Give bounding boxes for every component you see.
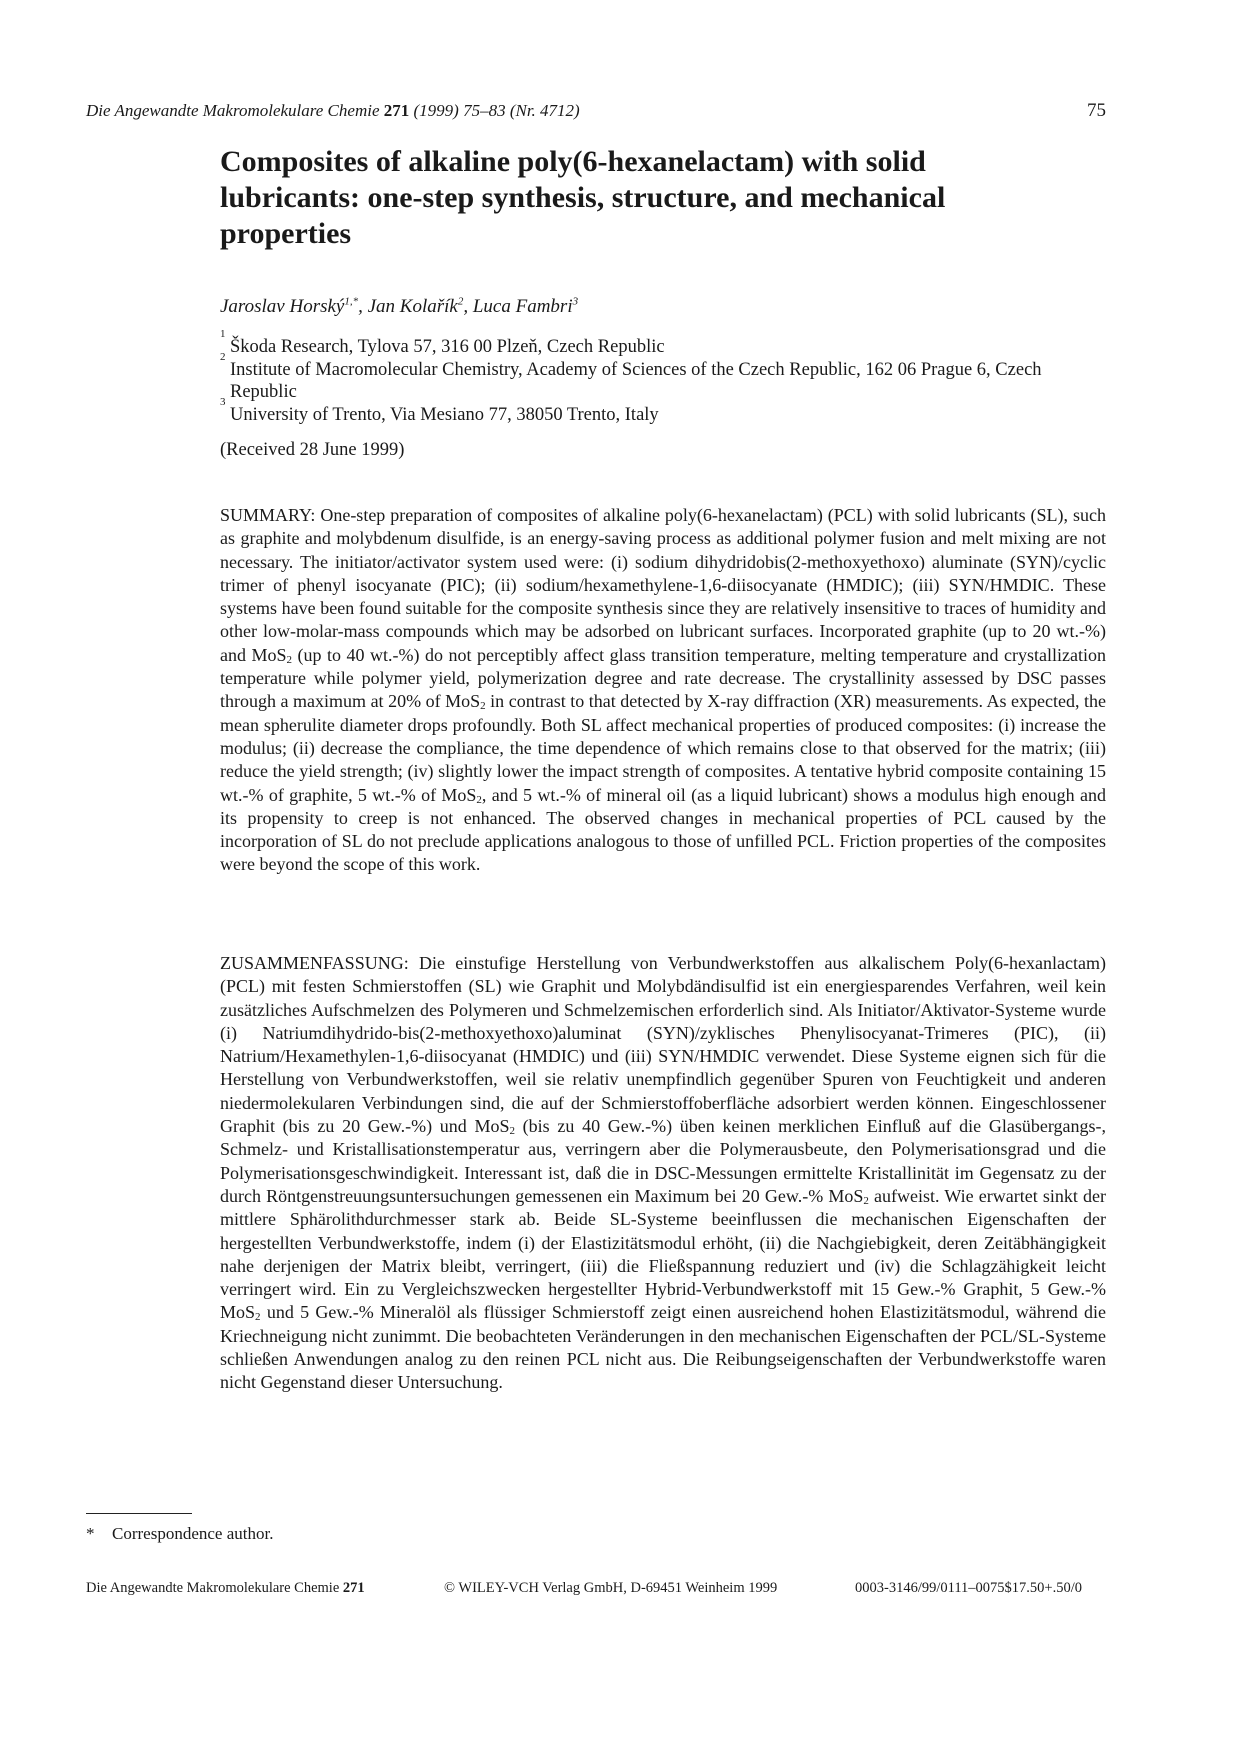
author-affiliation-mark: 3 <box>572 295 579 308</box>
footer-publisher: © WILEY-VCH Verlag GmbH, D-69451 Weinheim 1999 <box>444 1580 778 1596</box>
summary-text: SUMMARY: One-step preparation of composites of alkaline poly(6-hexanelactam) (PCL) with solid lubricants (SL), such as graphite and molybdenum disulfide, is an energy-saving process as additional polymer fusion and melt mixing are not necessary. The initiator/activator system used were: (i) sodium dihydridobis(2-methoxyethoxo) aluminate (SYN)/cyclic trimer of phenyl isocyanate (PIC); (ii) sodium/hexamethylene-1,6-diisocyanate (HMDIC); (iii) SYN/HMDIC. These systems have been found suitable for the composite synthesis since they are relatively insensitive to traces of humidity and other low-molar-mass compounds which may be adsorbed on lubricant surfaces. Incorporated graphite (up to 20 wt.-%) and MoS <box>220 505 1106 665</box>
subscript: 2 <box>509 1125 515 1138</box>
zusammenfassung-text: ZUSAMMENFASSUNG: Die einstufige Herstellung von Verbundwerkstoffen aus alkalischem Poly(6-hexanlactam) (PCL) mit festen Schmierstoffen (SL) wie Graphit und Molybdändisulfid ist ein energiesparendes Verfahren, weil kein zusätzliches Aufschmelzen des Polymeren und Schmelzemischen erforderlich sind. Als Initiator/Aktivator-Systeme wurde (i) Natriumdihydrido-bis(2-methoxyethoxo)aluminat (SYN)/zyklisches Phenylisocyanat-Trimeres (PIC), (ii) Natrium/Hexamethylen-1,6-diisocyanat (HMDIC) und (iii) SYN/HMDIC verwendet. Diese Systeme eignen sich für die Herstellung von Verbundwerkstoffen, weil sie relativ unempfindlich gegenüber Spuren von Feuchtigkeit und anderen niedermolekularen Verbindungen sind, die auf der Schmierstoffoberfläche adsorbiert werden können. Eingeschlossener Graphit (bis zu 20 Gew.-%) und MoS <box>220 953 1106 1137</box>
received-date: (Received 28 June 1999) <box>220 440 405 460</box>
subscript: 2 <box>863 1194 869 1207</box>
footnote <box>86 1524 273 1544</box>
running-head <box>86 101 1106 121</box>
author-affiliation-mark: 1,* <box>344 295 359 308</box>
footnote-mark: * <box>86 1524 95 1543</box>
footer-journal-name: Die Angewandte Makromolekulare Chemie <box>86 1580 340 1596</box>
journal-citation: (1999) 75–83 (Nr. 4712) <box>413 101 580 120</box>
author-affiliation-mark: 2 <box>457 295 464 308</box>
summary-abstract <box>220 504 1106 877</box>
journal-volume: 271 <box>383 101 410 120</box>
summary-text: , and 5 wt.-% of mineral oil (as a liquid lubricant) shows a modulus high enough and its propensity to creep is not enhanced. The observed changes in mechanical properties of PCL caused by the incorporation of SL do not preclude applications analogous to those of unfilled PCL. Friction properties of the composites were beyond the scope of this work. <box>220 784 1106 875</box>
footnote-text: Correspondence author. <box>112 1524 274 1543</box>
author-name: Luca Fambri <box>472 296 573 317</box>
affiliation-list <box>220 328 1100 426</box>
affiliation-text: Škoda Research, Tylova 57, 316 00 Plzeň, Czech Republic <box>230 337 665 357</box>
affiliation-text: Institute of Macromolecular Chemistry, Academy of Sciences of the Czech Republic, 162 06 Prague 6, Czech Republic <box>230 359 1042 402</box>
subscript: 2 <box>476 793 482 806</box>
subscript: 2 <box>480 700 486 713</box>
zusammenfassung-text: aufweist. Wie erwartet sinkt der mittlere Sphärolithdurchmesser stark ab. Beide SL-Systeme beeinflussen die mechanischen Eigenschaften der hergestellten Verbundwerkstoffe, indem (i) der Elastizitätsmodul erhöht, (ii) die Nachgiebigkeit, deren Zeitäbhängigkeit nahe derjenigen der Matrix bleibt, verringert, (iii) die Fließspannung reduziert und (iv) die Schlagzähigkeit leicht verringert wird. Ein zu Vergleichszwecken hergestellter Hybrid-Verbundwerkstoff mit 15 Gew.-% Graphit, 5 Gew.-% MoS <box>220 1185 1107 1323</box>
footer-code: 0003-3146/99/0111–0075$17.50+.50/0 <box>855 1580 1083 1596</box>
affiliation: 2 Institute of Macromolecular Chemistry, Academy of Sciences of the Czech Republic, 162 06 Prague 6, Czech Republic <box>220 350 1042 402</box>
summary-text: (up to 40 wt.-%) do not perceptibly affect glass transition temperature, melting temperature and crystallization temperature while polymer yield, polymerization degree and rate decrease. The crystallinity assessed by DSC passes through a maximum at 20% of MoS <box>220 644 1106 712</box>
author-name: Jan Kolařík <box>367 296 458 317</box>
page-number: 75 <box>1087 100 1106 121</box>
subscript: 2 <box>286 653 293 666</box>
footer-volume: 271 <box>342 1580 365 1596</box>
zusammenfassung-abstract <box>220 952 1106 1395</box>
zusammenfassung-text: (bis zu 40 Gew.-%) üben keinen merklichen Einfluß auf die Glasübergangs-, Schmelz- und Kristallisationstemperatur aus, verringern aber die Polymerausbeute, den Polymerisationsgrad und die Polymerisationsgeschwindigkeit. Interessant ist, daß die in DSC-Messungen ermittelte Kristallinität im Gegensatz zu der durch Röntgenstreuungsuntersuchungen gemessenen ein Maximum bei 20 Gew.-% MoS <box>220 1116 1106 1206</box>
affiliation: 1 Škoda Research, Tylova 57, 316 00 Plzeň, Czech Republic <box>220 328 665 357</box>
article-title: Composites of alkaline poly(6-hexanelactam) with solid lubricants: one-step synthesis, structure, and mechanical properties <box>220 145 946 250</box>
affiliation-text: University of Trento, Via Mesiano 77, 38050 Trento, Italy <box>230 404 659 425</box>
affiliation: 3 University of Trento, Via Mesiano 77, 38050 Trento, Italy <box>220 395 659 425</box>
author-name: Jaroslav Horský <box>220 296 345 317</box>
author-list: Jaroslav Horský$^{1,*}$, Jan Kolařík$^2$, Luca Fambri$^3$ <box>220 295 579 317</box>
summary-text: in contrast to that detected by X-ray diffraction (XR) measurements. As expected, the mean spherulite diameter drops profoundly. Both SL affect mechanical properties of produced composites: (i) increase the modulus; (ii) decrease the compliance, the time dependence of which remains close to that observed for the matrix; (iii) reduce the yield strength; (iv) slightly lower the impact strength of composites. A tentative hybrid composite containing 15 wt.-% of graphite, 5 wt.-% of MoS <box>220 691 1106 805</box>
zusammenfassung-text: und 5 Gew.-% Mineralöl als flüssiger Schmierstoff zeigt einen ausreichend hohen Elastizitätsmodul, während die Kriechneigung nicht zunimmt. Die beobachteten Veränderungen in den mechanischen Eigenschaften der PCL/SL-Systeme schließen Anwendungen analog zu den reinen PCL nicht aus. Die Reibungseigenschaften der Verbundwerkstoffe waren nicht Gegenstand dieser Untersuchung. <box>220 1302 1106 1393</box>
subscript: 2 <box>255 1311 261 1324</box>
footnote-divider <box>86 1513 192 1514</box>
footer-journal <box>86 1580 365 1597</box>
journal-name: Die Angewandte Makromolekulare Chemie <box>86 101 380 120</box>
